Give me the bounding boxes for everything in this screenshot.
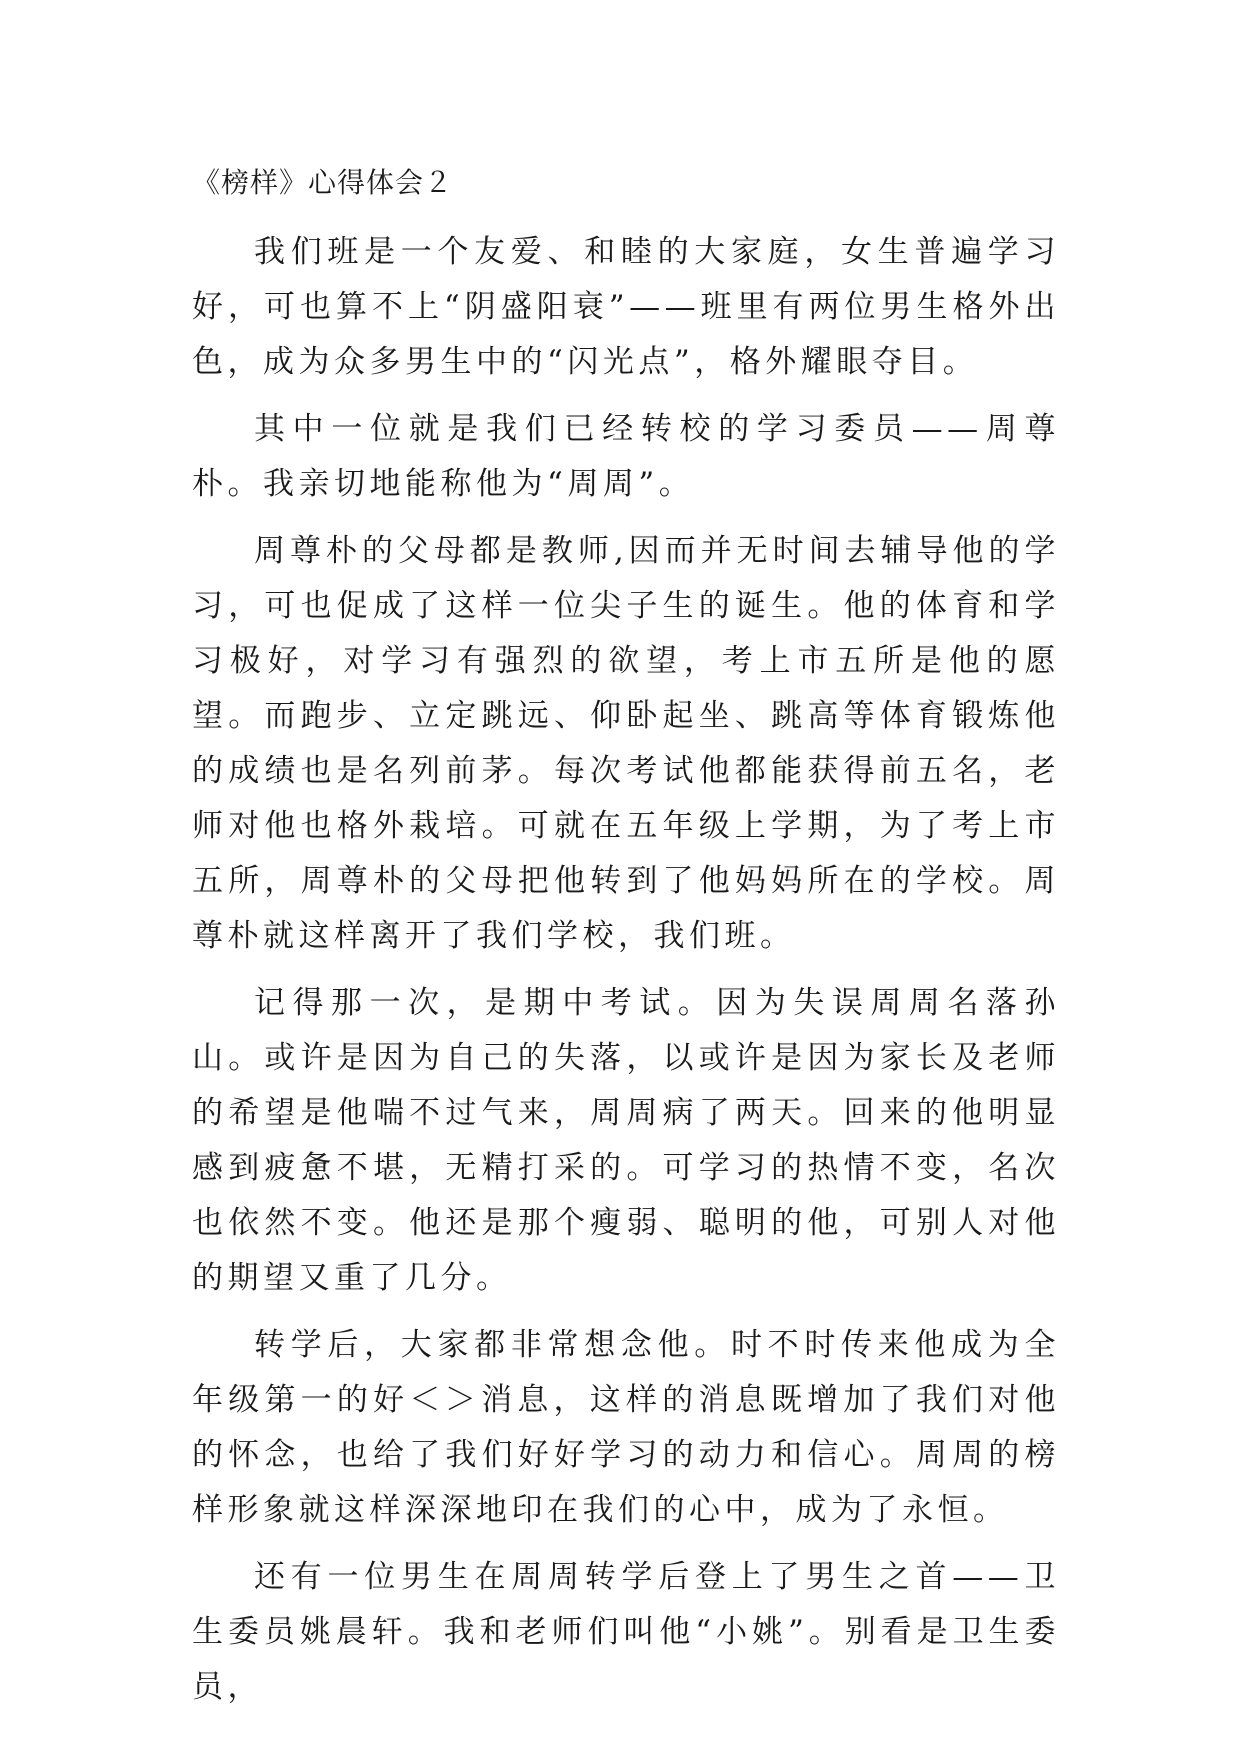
paragraph: 周尊朴的父母都是教师,因而并无时间去辅导他的学习，可也促成了这样一位尖子生的诞生。他的体育和学习极好，对学习有强烈的欲望，考上市五所是他的愿望。而跑步、立定跳远、仰卧起坐、跳高等体育锻炼他的成绩也是名列前茅。每次考试他都能获得前五名，老师对他也格外栽培。可就在五年级上学期，为了考上市五所，周尊朴的父母把他转到了他妈妈所在的学校。周尊朴就这样离开了我们学校，我们班。: [192, 533, 1060, 954]
paragraph: 我们班是一个友爱、和睦的大家庭，女生普遍学习好，可也算不上“阴盛阳衰”——班里有两位男生格外出色，成为众多男生中的“闪光点”，格外耀眼夺目。: [192, 234, 1060, 380]
paragraph: 记得那一次，是期中考试。因为失误周周名落孙山。或许是因为自己的失落，以或许是因为家长及老师的希望是他喘不过气来，周周病了两天。回来的他明显感到疲惫不堪，无精打采的。可学习的热情不变，名次也依然不变。他还是那个瘦弱、聪明的他，可别人对他的期望又重了几分。: [192, 985, 1060, 1296]
paragraph: 还有一位男生在周周转学后登上了男生之首——卫生委员姚晨轩。我和老师们叫他“小姚”。别看是卫生委员，: [192, 1559, 1060, 1705]
paragraph: 转学后，大家都非常想念他。时不时传来他成为全年级第一的好＜＞消息，这样的消息既增加了我们对他的怀念，也给了我们好好学习的动力和信心。周周的榜样形象就这样深深地印在我们的心中，成为了永恒。: [192, 1327, 1060, 1528]
paragraph: 其中一位就是我们已经转校的学习委员——周尊朴。我亲切地能称他为“周周”。: [192, 411, 1060, 502]
document-body: [192, 225, 1060, 1727]
document-title: 《榜样》心得体会２: [192, 166, 454, 199]
